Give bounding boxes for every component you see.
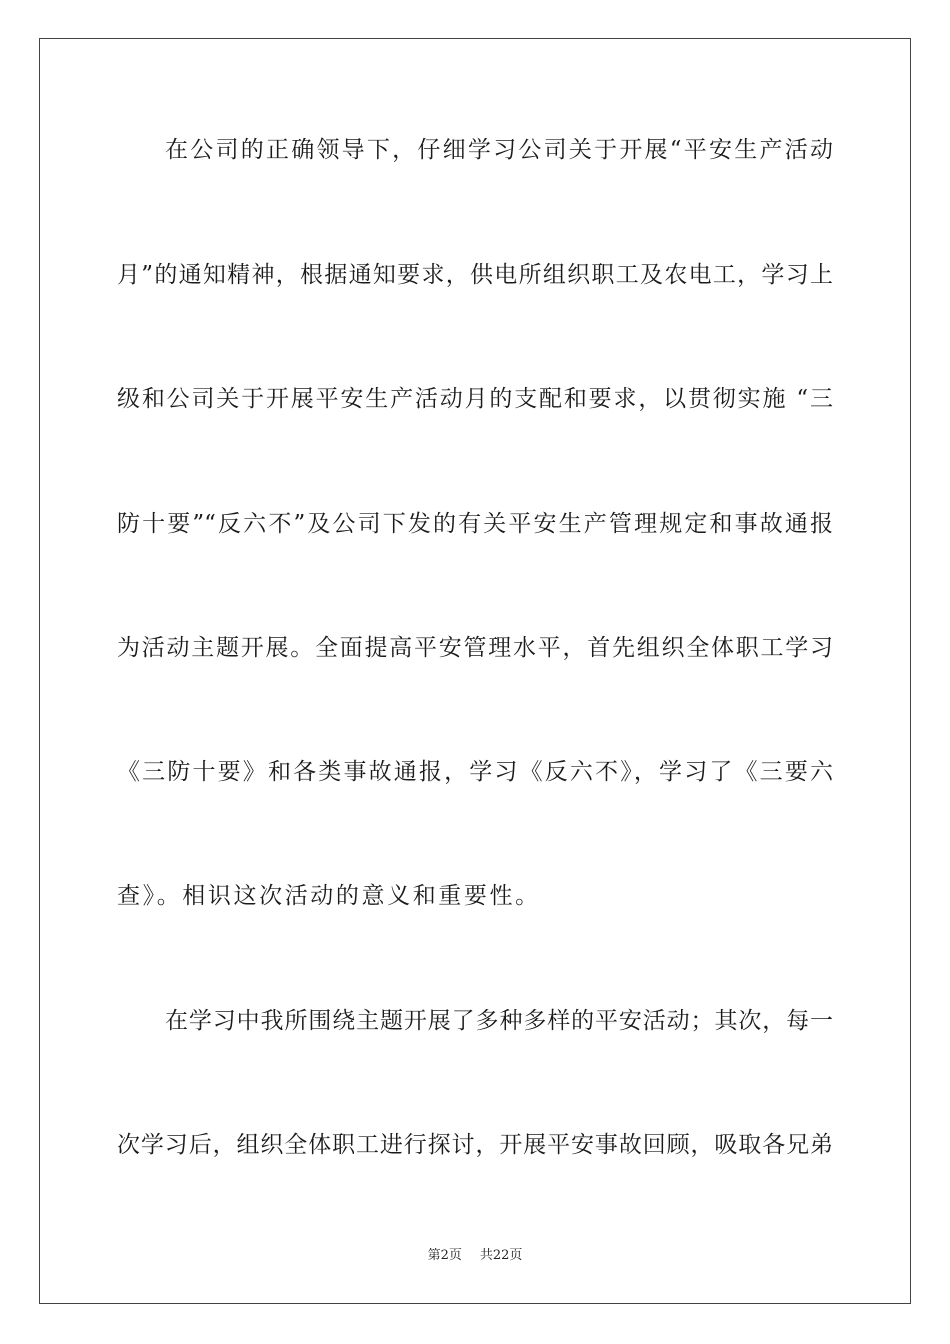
page-total: 共22页	[479, 1248, 523, 1263]
paragraph-1-line-6: 《三防十要》和各类事故通报，学习《反六不》，学习了《三要六	[117, 759, 833, 785]
paragraph-1-line-5: 为活动主题开展。全面提高平安管理水平，首先组织全体职工学习	[117, 635, 833, 661]
paragraph-1-line-3: 级和公司关于开展平安生产活动月的支配和要求，以贯彻实施 “三	[117, 386, 833, 412]
paragraph-1-line-7: 查》。相识这次活动的意义和重要性。	[117, 883, 541, 909]
paragraph-1-line-2: 月”的通知精神，根据通知要求，供电所组织职工及农电工，学习上	[117, 262, 833, 288]
page-footer	[0, 1247, 950, 1265]
page-border	[39, 38, 911, 1304]
paragraph-1-line-1: 在公司的正确领导下，仔细学习公司关于开展“平安生产活动	[165, 137, 833, 163]
paragraph-2-line-2: 次学习后，组织全体职工进行探讨，开展平安事故回顾，吸取各兄弟	[117, 1132, 833, 1158]
paragraph-1-line-4: 防十要”“反六不”及公司下发的有关平安生产管理规定和事故通报	[117, 511, 833, 537]
page-number: 第2页	[427, 1248, 462, 1263]
paragraph-2-line-1: 在学习中我所围绕主题开展了多种多样的平安活动；其次，每一	[165, 1008, 833, 1034]
